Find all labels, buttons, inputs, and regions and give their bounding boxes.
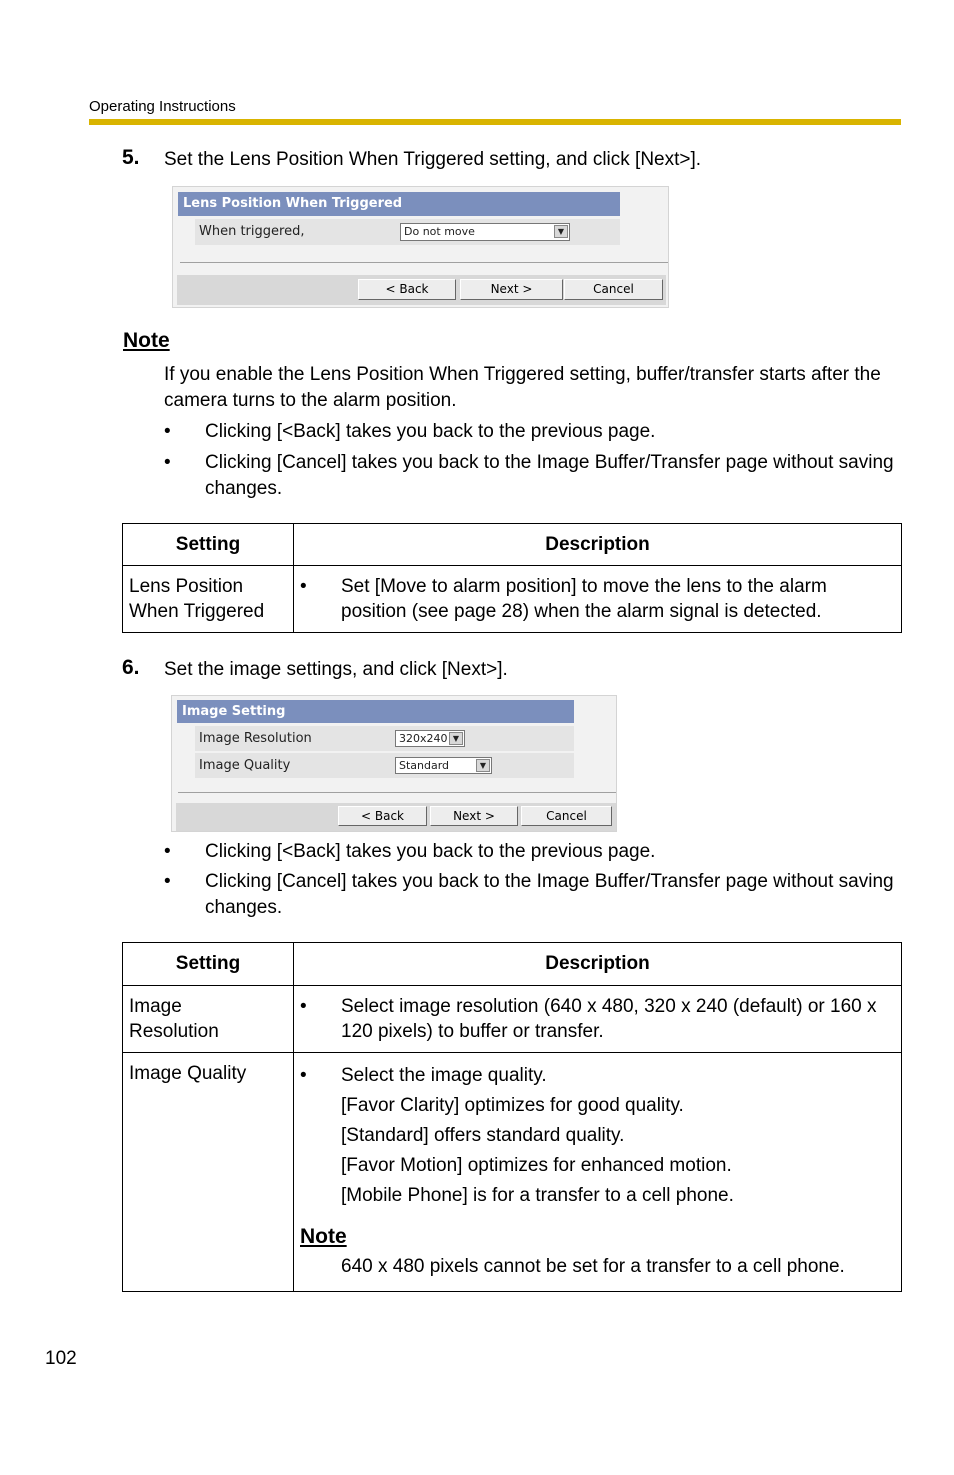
- image-settings-table: [122, 942, 902, 1292]
- column-header-description: Description: [294, 943, 902, 986]
- header-rule: [89, 119, 901, 125]
- step-5-text: Set the Lens Position When Triggered setting, and click [Next>].: [164, 149, 702, 170]
- chevron-down-icon: ▼: [449, 732, 463, 745]
- running-header: Operating Instructions: [89, 98, 236, 115]
- panel-separator: [178, 792, 616, 793]
- select-value: Do not move: [404, 225, 475, 238]
- select-value: Standard: [399, 759, 450, 772]
- setting-description: Set [Move to alarm position] to move the lens to the alarm position (see page 28) when the alarm signal is detected.: [341, 576, 827, 622]
- step6-bullet-1: Clicking [<Back] takes you back to the previous page.: [205, 841, 656, 862]
- table-row: [123, 1053, 902, 1292]
- step6-bullet-2: Clicking [Cancel] takes you back to the Image Buffer/Transfer page without saving changes.: [205, 871, 894, 918]
- cancel-button[interactable]: Cancel: [564, 279, 663, 300]
- cancel-button[interactable]: Cancel: [521, 806, 612, 826]
- image-quality-label: Image Quality: [199, 758, 291, 773]
- table-row: [123, 986, 902, 1053]
- bullet-dot: •: [300, 996, 307, 1017]
- table-row: [123, 566, 902, 633]
- lens-settings-table: [122, 523, 902, 633]
- setting-description: Select image resolution (640 x 480, 320 x 240 (default) or 160 x 120 pixels) to buffer or transfer.: [341, 996, 877, 1042]
- panel-separator: [180, 262, 668, 263]
- note-bullet-2: Clicking [Cancel] takes you back to the Image Buffer/Transfer page without saving changes.: [205, 452, 894, 499]
- quality-option: [Mobile Phone] is for a transfer to a cell phone.: [341, 1185, 734, 1206]
- image-resolution-select[interactable]: [395, 730, 465, 747]
- step-6-number: 6.: [122, 656, 140, 679]
- note-text: 640 x 480 pixels cannot be set for a transfer to a cell phone.: [341, 1256, 845, 1277]
- panel-title: Lens Position When Triggered: [178, 192, 620, 216]
- image-quality-select[interactable]: [395, 757, 492, 774]
- step-5-number: 5.: [122, 146, 140, 169]
- back-button[interactable]: < Back: [338, 806, 427, 826]
- image-resolution-label: Image Resolution: [199, 731, 312, 746]
- column-header-description: Description: [294, 524, 902, 566]
- setting-description: Select the image quality.: [341, 1065, 547, 1086]
- chevron-down-icon: ▼: [476, 759, 490, 772]
- button-bar: [176, 803, 616, 831]
- quality-option: [Standard] offers standard quality.: [341, 1125, 625, 1146]
- bullet-dot: •: [164, 452, 171, 473]
- column-header-setting: Setting: [123, 524, 294, 566]
- image-resolution-row: [195, 726, 574, 751]
- when-triggered-row: [195, 219, 620, 245]
- column-header-setting: Setting: [123, 943, 294, 986]
- setting-name: Lens Position When Triggered: [129, 576, 265, 622]
- bullet-dot: •: [164, 871, 171, 892]
- bullet-dot: •: [300, 1065, 307, 1086]
- note-heading: Note: [300, 1225, 347, 1248]
- button-bar: [177, 275, 666, 305]
- image-setting-panel: [171, 695, 617, 832]
- setting-name: Image Quality: [129, 1063, 247, 1084]
- note-heading: Note: [123, 329, 170, 352]
- bullet-dot: •: [164, 421, 171, 442]
- select-value: 320x240: [399, 732, 448, 745]
- quality-option: [Favor Motion] optimizes for enhanced motion.: [341, 1155, 732, 1176]
- next-button[interactable]: Next >: [430, 806, 518, 826]
- page-number: 102: [45, 1348, 77, 1369]
- note-bullet-1: Clicking [<Back] takes you back to the previous page.: [205, 421, 656, 442]
- quality-option: [Favor Clarity] optimizes for good quality.: [341, 1095, 684, 1116]
- panel-title: Image Setting: [177, 700, 574, 723]
- step-6-text: Set the image settings, and click [Next>].: [164, 659, 508, 680]
- lens-position-panel: [172, 186, 669, 308]
- bullet-dot: •: [300, 576, 307, 597]
- note-paragraph: If you enable the Lens Position When Triggered setting, buffer/transfer starts after the camera turns to the alarm position.: [164, 364, 881, 411]
- back-button[interactable]: < Back: [358, 279, 456, 300]
- when-triggered-select[interactable]: [400, 223, 570, 241]
- when-triggered-label: When triggered,: [199, 224, 305, 239]
- setting-name: Image Resolution: [129, 996, 219, 1042]
- next-button[interactable]: Next >: [460, 279, 563, 300]
- bullet-dot: •: [164, 841, 171, 862]
- chevron-down-icon: ▼: [554, 225, 568, 238]
- image-quality-row: [195, 753, 574, 778]
